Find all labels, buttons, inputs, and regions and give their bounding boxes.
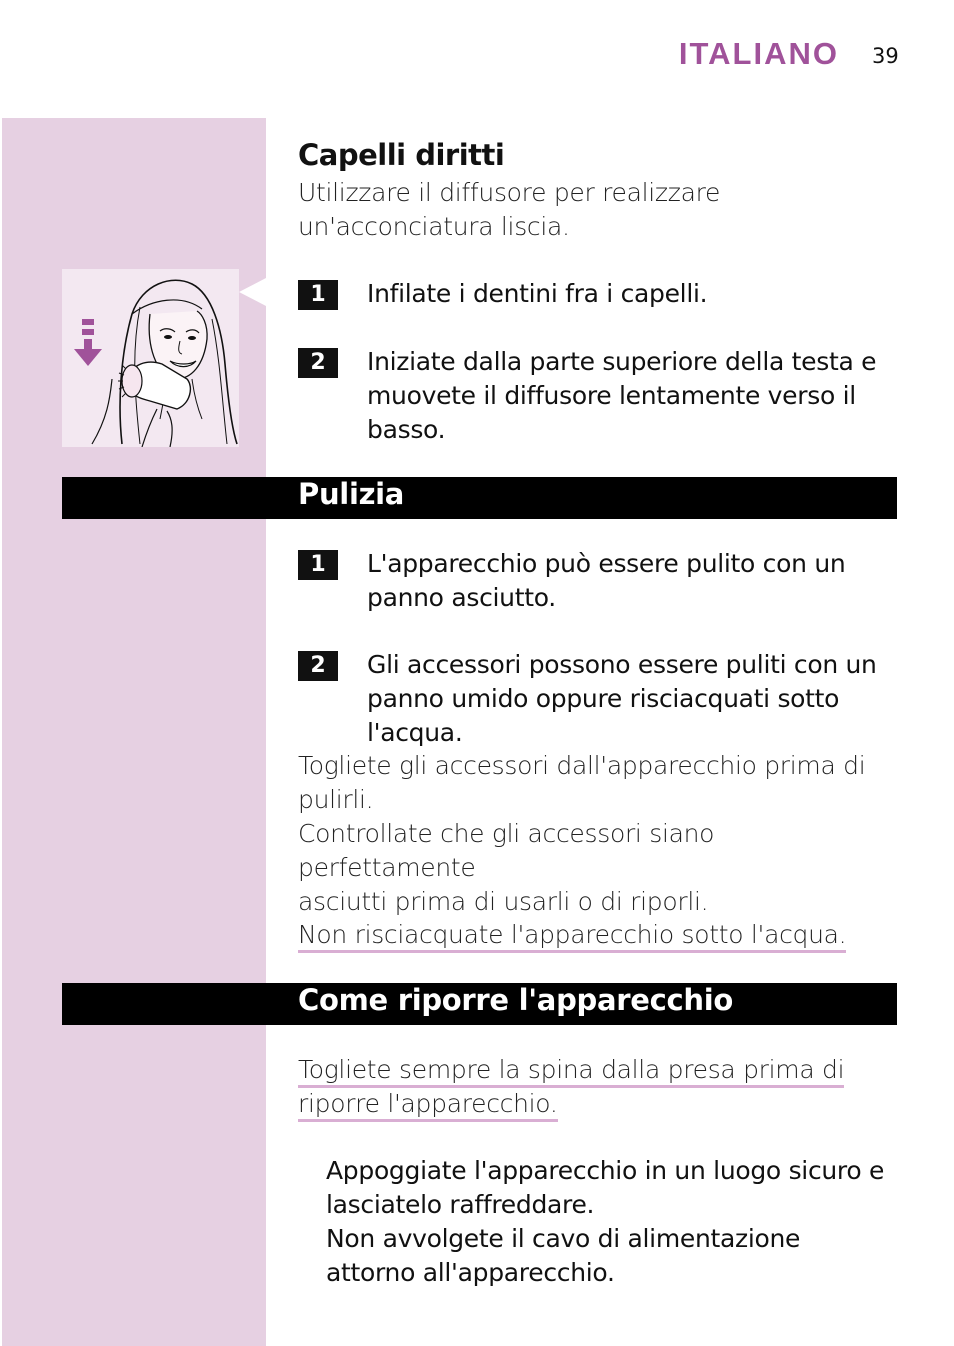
note-line: Controllate che gli accessori siano perfettamente [298, 819, 715, 882]
pulizia-note [298, 749, 898, 919]
riporre-warning-line-1 [298, 1053, 844, 1087]
section-bar-riporre [62, 983, 897, 1025]
step-number: 2 [298, 348, 338, 378]
instruction-line: attorno all'apparecchio. [326, 1258, 615, 1287]
instruction-line: lasciatelo raffreddare. [326, 1190, 595, 1219]
language-heading: ITALIANO [678, 36, 839, 71]
section-bar-pulizia [62, 477, 897, 519]
riporre-instructions [326, 1154, 926, 1290]
step-number: 1 [298, 280, 338, 310]
note-line: Togliete gli accessori dall'apparecchio prima di [298, 751, 866, 780]
riporre-warning-line-2 [298, 1087, 558, 1121]
warning-text: riporre l'apparecchio. [298, 1089, 558, 1122]
pulizia-warning [298, 918, 846, 952]
step-number: 1 [298, 550, 338, 580]
woman-with-hair-dryer-illustration [62, 269, 239, 447]
capelli-intro-line-2: un'acconciatura liscia. [298, 212, 570, 241]
step-line: panno asciutto. [367, 583, 556, 612]
step-line: l'acqua. [367, 718, 463, 747]
page-number: 39 [872, 44, 899, 68]
step-line: L'apparecchio può essere pulito con un [367, 549, 846, 578]
instruction-line: Non avvolgete il cavo di alimentazione [326, 1224, 801, 1253]
step-text [367, 345, 907, 447]
callout-pointer [239, 278, 266, 306]
section-title-riporre: Come riporre l'apparecchio [298, 983, 734, 1017]
note-line: asciutti prima di usarli o di riporli. [298, 887, 709, 916]
note-line: pulirli. [298, 785, 374, 814]
step-line: muovete il diffusore lentamente verso il [367, 381, 856, 410]
step-text [367, 277, 907, 311]
capelli-intro-line-1: Utilizzare il diffusore per realizzare [298, 178, 721, 207]
instruction-line: Appoggiate l'apparecchio in un luogo sicuro e [326, 1156, 885, 1185]
step-line: basso. [367, 415, 446, 444]
warning-text: Togliete sempre la spina dalla presa prima di [298, 1055, 844, 1088]
down-arrow-icon [74, 319, 102, 366]
step-number: 2 [298, 651, 338, 681]
step-text [367, 547, 907, 615]
step-line: Gli accessori possono essere puliti con un [367, 650, 877, 679]
step-line: panno umido oppure risciacquati sotto [367, 684, 840, 713]
warning-text: Non risciacquate l'apparecchio sotto l'acqua. [298, 920, 846, 953]
step-line: Iniziate dalla parte superiore della testa e [367, 347, 877, 376]
step-text [367, 648, 907, 750]
section-title-pulizia: Pulizia [298, 477, 405, 511]
section-title-capelli: Capelli diritti [298, 138, 505, 172]
step-line: Infilate i dentini fra i capelli. [367, 279, 708, 308]
